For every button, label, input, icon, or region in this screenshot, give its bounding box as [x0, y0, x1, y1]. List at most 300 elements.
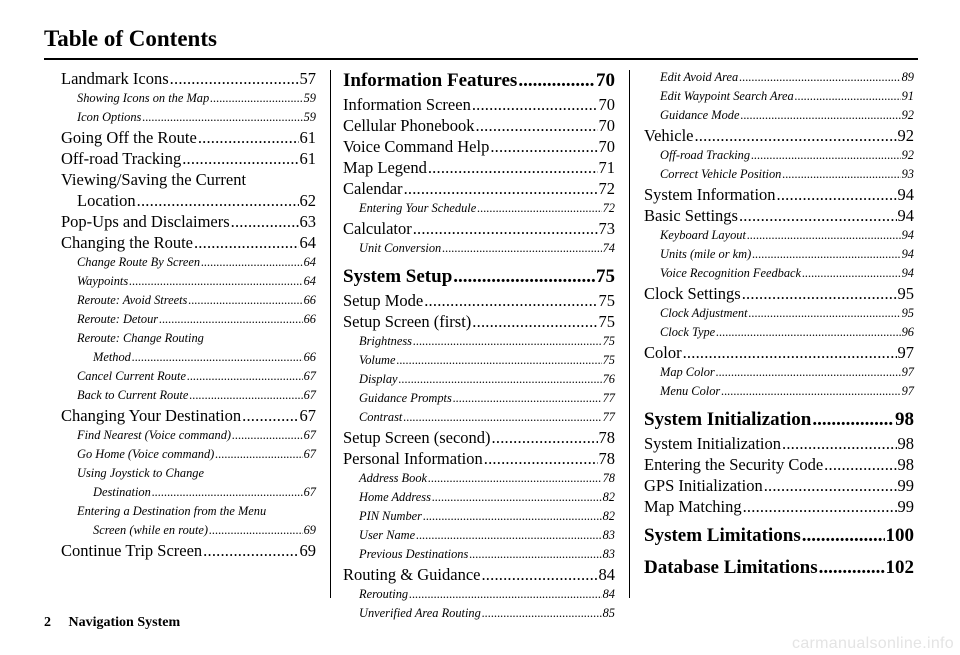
dot-leader: [752, 245, 900, 264]
toc-entry-title: Change Route By Screen: [77, 255, 201, 269]
page-footer: [44, 614, 180, 632]
toc-entry-title: Edit Waypoint Search Area: [660, 89, 794, 103]
dot-leader: [187, 367, 303, 386]
dot-leader: [782, 165, 900, 184]
toc-page-number: 71: [598, 158, 615, 177]
toc-entry-title: Entering the Security Code: [644, 455, 824, 474]
toc-page-number: 92: [897, 126, 914, 145]
toc-page-number: 98: [895, 409, 914, 430]
dot-leader: [819, 555, 885, 581]
toc-page-number: 66: [303, 293, 316, 307]
toc-entry-title: Voice Command Help: [343, 137, 490, 156]
toc-entry-title: Back to Current Route: [77, 388, 189, 402]
toc-subentry[interactable]: [343, 370, 615, 389]
toc-section-heading[interactable]: [644, 555, 914, 581]
toc-page-number: 76: [602, 372, 615, 386]
toc-entry-title: Setup Mode: [343, 291, 424, 310]
toc-page-number: 66: [303, 350, 316, 364]
dot-leader: [210, 89, 302, 108]
toc-subentry[interactable]: [644, 323, 914, 342]
toc-subentry[interactable]: [343, 408, 615, 427]
dot-leader: [428, 157, 598, 178]
toc-entry-title: Database Limitations: [644, 557, 818, 578]
toc-entry-title: Reroute: Avoid Streets: [77, 293, 188, 307]
toc-page-number: 94: [901, 228, 914, 242]
toc-page-number: 70: [598, 95, 615, 114]
toc-page-number: 75: [598, 312, 615, 331]
dot-leader: [749, 304, 901, 323]
dot-leader: [824, 454, 896, 475]
dot-leader: [802, 264, 901, 283]
dot-leader: [721, 382, 900, 401]
dot-leader: [782, 433, 896, 454]
dot-leader: [201, 253, 303, 272]
toc-entry-title: Entering a Destination from the Menu: [77, 504, 267, 518]
toc-subentry[interactable]: [61, 426, 316, 445]
toc-subentry[interactable]: [343, 351, 615, 370]
dot-leader: [194, 232, 299, 253]
toc-page-number: 99: [897, 497, 914, 516]
footer-section-title: Navigation System: [68, 615, 181, 630]
toc-entry[interactable]: [343, 448, 615, 469]
toc-page-number: 93: [901, 167, 914, 181]
dot-leader: [490, 136, 597, 157]
toc-entry-title: Using Joystick to Change: [77, 466, 204, 480]
toc-entry-title: System Initialization: [644, 409, 812, 430]
toc-subentry[interactable]: [61, 253, 316, 272]
toc-entry-title: Keyboard Layout: [660, 228, 746, 242]
toc-page-number: 67: [303, 369, 316, 383]
dot-leader: [423, 507, 602, 526]
dot-leader: [159, 310, 303, 329]
toc-page-number: 61: [299, 128, 316, 147]
toc-entry[interactable]: [343, 311, 615, 332]
dot-leader: [409, 585, 602, 604]
dot-leader: [152, 483, 303, 502]
toc-entry[interactable]: [343, 136, 615, 157]
toc-entry-title: Vehicle: [644, 126, 694, 145]
toc-page-number: 73: [598, 219, 615, 238]
toc-entry-title: Units (mile or km): [660, 247, 752, 261]
dot-leader: [416, 526, 602, 545]
toc-entry-title: Off-road Tracking: [660, 148, 751, 162]
toc-entry-title: Map Matching: [644, 497, 742, 516]
toc-page-number: 69: [303, 523, 316, 537]
toc-page-number: 70: [596, 70, 615, 91]
toc-subentry[interactable]: [644, 226, 914, 245]
toc-entry-title: Personal Information: [343, 449, 483, 468]
toc-page-number: 64: [303, 274, 316, 288]
toc-page-number: 95: [897, 284, 914, 303]
toc-page-number: 67: [303, 388, 316, 402]
toc-entry-title: Viewing/Saving the Current: [61, 170, 247, 189]
toc-page-number: 75: [596, 266, 615, 287]
dot-leader: [484, 448, 598, 469]
toc-entry-title: Guidance Prompts: [359, 391, 452, 405]
toc-entry[interactable]: [343, 218, 615, 239]
column-divider-2: [629, 70, 630, 598]
toc-entry-title: Clock Type: [660, 325, 716, 339]
toc-entry[interactable]: [61, 540, 316, 561]
toc-subentry[interactable]: [61, 291, 316, 310]
toc-entry-title: Changing the Route: [61, 233, 193, 252]
toc-entry-title: System Information: [644, 185, 776, 204]
toc-entry-title: Entering Your Schedule: [359, 201, 477, 215]
toc-entry-title: Voice Recognition Feedback: [660, 266, 802, 280]
toc-entry-title: Information Screen: [343, 95, 471, 114]
toc-subentry[interactable]: [61, 108, 316, 127]
toc-page-number: 78: [598, 449, 615, 468]
dot-leader: [132, 348, 303, 367]
toc-entry-title: PIN Number: [359, 509, 422, 523]
toc-page-number: 59: [303, 91, 316, 105]
toc-subentry[interactable]: [61, 329, 316, 367]
toc-page-number: 97: [901, 384, 914, 398]
toc-entry-title: Map Legend: [343, 158, 427, 177]
toc-entry-title: Go Home (Voice command): [77, 447, 215, 461]
dot-leader: [694, 125, 896, 146]
dot-leader: [232, 426, 303, 445]
toc-entry[interactable]: [61, 148, 316, 169]
toc-section-heading[interactable]: [343, 68, 615, 94]
toc-entry[interactable]: [61, 127, 316, 148]
toc-page-number: 84: [598, 565, 615, 584]
dot-leader: [428, 469, 602, 488]
toc-subentry[interactable]: [644, 304, 914, 323]
dot-leader: [413, 332, 602, 351]
toc-page-number: 83: [602, 547, 615, 561]
toc-entry-title: Calculator: [343, 219, 412, 238]
dot-leader: [683, 342, 897, 363]
toc-entry-title: Guidance Mode: [660, 108, 740, 122]
dot-leader: [404, 178, 598, 199]
dot-leader: [231, 211, 299, 232]
toc-section-heading[interactable]: [343, 264, 615, 290]
dot-leader: [203, 540, 298, 561]
toc-entry-title: Destination: [93, 485, 151, 499]
toc-entry-title: Rerouting: [359, 587, 409, 601]
toc-entry[interactable]: [61, 68, 316, 89]
dot-leader: [432, 488, 602, 507]
toc-subentry[interactable]: [644, 245, 914, 264]
toc-page-number: 96: [901, 325, 914, 339]
toc-entry-title: Unverified Area Routing: [359, 606, 481, 620]
toc-page-number: 84: [602, 587, 615, 601]
watermark-text: carmanualsonline.info: [792, 635, 954, 652]
toc-page-number: 98: [897, 455, 914, 474]
title-rule: [44, 58, 918, 60]
toc-subentry[interactable]: [644, 106, 914, 125]
toc-page-number: 66: [303, 312, 316, 326]
toc-entry-title: Method: [93, 350, 131, 364]
toc-entry-continuation[interactable]: [61, 483, 316, 502]
dot-leader: [743, 496, 897, 517]
toc-subentry[interactable]: [343, 507, 615, 526]
dot-leader: [518, 68, 595, 94]
toc-entry-title: System Limitations: [644, 525, 801, 546]
toc-page-number: 72: [602, 201, 615, 215]
dot-leader: [453, 264, 595, 290]
toc-entry[interactable]: [343, 115, 615, 136]
toc-page-number: 67: [299, 406, 316, 425]
page-title: Table of Contents: [44, 26, 217, 51]
toc-subentry[interactable]: [644, 165, 914, 184]
toc-subentry[interactable]: [61, 272, 316, 291]
dot-leader: [812, 407, 894, 433]
toc-column-2: [343, 68, 615, 623]
toc-page-number: 59: [303, 110, 316, 124]
toc-entry-title: Landmark Icons: [61, 69, 169, 88]
toc-page-number: 57: [299, 69, 316, 88]
dot-leader: [442, 239, 601, 258]
dot-leader: [396, 351, 601, 370]
toc-entry-title: Find Nearest (Voice command): [77, 428, 232, 442]
toc-subentry[interactable]: [644, 68, 914, 87]
toc-entry-title: Reroute: Detour: [77, 312, 159, 326]
dot-leader: [764, 475, 897, 496]
dot-leader: [472, 94, 598, 115]
toc-page-number: 77: [602, 391, 615, 405]
toc-page-number: 61: [299, 149, 316, 168]
dot-leader: [413, 218, 598, 239]
toc-entry[interactable]: [644, 342, 914, 363]
toc-page-number: 83: [602, 528, 615, 542]
toc-entry-title: Display: [359, 372, 398, 386]
toc-entry-title: Edit Avoid Area: [660, 70, 739, 84]
toc-page-number: 92: [901, 108, 914, 122]
toc-subentry[interactable]: [343, 332, 615, 351]
toc-column-3: [644, 68, 914, 581]
toc-entry-continuation[interactable]: [61, 190, 316, 211]
toc-subentry[interactable]: [343, 585, 615, 604]
toc-entry[interactable]: [644, 205, 914, 226]
toc-entry-title: Unit Conversion: [359, 241, 442, 255]
dot-leader: [215, 445, 302, 464]
toc-subentry[interactable]: [343, 389, 615, 408]
toc-entry-title: Map Color: [660, 365, 715, 379]
toc-subentry[interactable]: [644, 146, 914, 165]
toc-entry[interactable]: [343, 427, 615, 448]
toc-entry-continuation[interactable]: [61, 521, 316, 540]
toc-entry-title: Brightness: [359, 334, 413, 348]
dot-leader: [242, 405, 298, 426]
toc-entry-title: Information Features: [343, 70, 518, 91]
toc-entry-title: User Name: [359, 528, 416, 542]
toc-page-number: 67: [303, 447, 316, 461]
toc-page-number: 78: [602, 471, 615, 485]
toc-subentry[interactable]: [343, 488, 615, 507]
toc-page-number: 67: [303, 485, 316, 499]
dot-leader: [481, 564, 597, 585]
toc-page-number: 75: [602, 353, 615, 367]
toc-entry[interactable]: [644, 475, 914, 496]
toc-subentry[interactable]: [343, 526, 615, 545]
toc-entry-title: Home Address: [359, 490, 431, 504]
dot-leader: [492, 427, 598, 448]
toc-entry-title: Location: [77, 191, 136, 210]
toc-page-number: 91: [901, 89, 914, 103]
toc-subentry[interactable]: [61, 445, 316, 464]
toc-entry-title: System Setup: [343, 266, 453, 287]
toc-page-number: 82: [602, 490, 615, 504]
dot-leader: [716, 363, 901, 382]
toc-page-number: 94: [901, 247, 914, 261]
toc-entry[interactable]: [644, 184, 914, 205]
toc-entry-title: Icon Options: [77, 110, 142, 124]
dot-leader: [182, 148, 298, 169]
toc-entry-title: Going Off the Route: [61, 128, 197, 147]
toc-entry-title: Previous Destinations: [359, 547, 469, 561]
column-divider-1: [330, 70, 331, 598]
dot-leader: [739, 205, 897, 226]
toc-page-number: 64: [299, 233, 316, 252]
toc-page-number: 99: [897, 476, 914, 495]
dot-leader: [742, 283, 897, 304]
toc-entry-title: Menu Color: [660, 384, 721, 398]
toc-subentry[interactable]: [61, 310, 316, 329]
toc-entry[interactable]: [644, 283, 914, 304]
toc-subentry[interactable]: [343, 199, 615, 218]
dot-leader: [129, 272, 302, 291]
toc-entry-title: Basic Settings: [644, 206, 738, 225]
toc-subentry[interactable]: [61, 367, 316, 386]
dot-leader: [403, 408, 601, 427]
toc-entry[interactable]: [644, 125, 914, 146]
toc-section-heading[interactable]: [644, 407, 914, 433]
toc-subentry[interactable]: [61, 386, 316, 405]
toc-page-number: 82: [602, 509, 615, 523]
toc-page-number: 98: [897, 434, 914, 453]
toc-entry-title: Cellular Phonebook: [343, 116, 475, 135]
toc-entry[interactable]: [61, 211, 316, 232]
dot-leader: [751, 146, 901, 165]
toc-entry-title: Changing Your Destination: [61, 406, 242, 425]
dot-leader: [453, 389, 602, 408]
toc-page-number: 67: [303, 428, 316, 442]
toc-page-number: 69: [299, 541, 316, 560]
toc-subentry[interactable]: [343, 604, 615, 623]
toc-entry-title: GPS Initialization: [644, 476, 763, 495]
dot-leader: [795, 87, 901, 106]
dot-leader: [739, 68, 900, 87]
toc-entry-title: Routing & Guidance: [343, 565, 481, 584]
toc-entry[interactable]: [61, 405, 316, 426]
toc-entry-title: Continue Trip Screen: [61, 541, 203, 560]
dot-leader: [477, 199, 601, 218]
toc-entry-title: Contrast: [359, 410, 403, 424]
footer-page-number: 2: [44, 615, 51, 630]
toc-subentry[interactable]: [61, 89, 316, 108]
dot-leader: [802, 523, 885, 549]
toc-entry-continuation[interactable]: [61, 348, 316, 367]
toc-entry[interactable]: [61, 169, 316, 211]
toc-entry-title: Clock Settings: [644, 284, 741, 303]
toc-entry-title: Reroute: Change Routing: [77, 331, 204, 345]
dot-leader: [188, 291, 302, 310]
toc-entry[interactable]: [644, 496, 914, 517]
toc-entry[interactable]: [343, 290, 615, 311]
toc-entry-title: Setup Screen (second): [343, 428, 491, 447]
toc-subentry[interactable]: [61, 502, 316, 540]
dot-leader: [170, 68, 299, 89]
toc-page-number: 95: [901, 306, 914, 320]
toc-entry[interactable]: [343, 564, 615, 585]
toc-entry[interactable]: [644, 454, 914, 475]
toc-entry[interactable]: [343, 94, 615, 115]
toc-entry-title: Clock Adjustment: [660, 306, 748, 320]
toc-entry-title: Pop-Ups and Disclaimers: [61, 212, 230, 231]
toc-entry-title: Volume: [359, 353, 396, 367]
toc-page-number: 94: [897, 206, 914, 225]
toc-page-number: 64: [303, 255, 316, 269]
toc-page-number: 97: [897, 343, 914, 362]
toc-page-number: 94: [901, 266, 914, 280]
toc-entry-title: Screen (while en route): [93, 523, 209, 537]
toc-page-number: 89: [901, 70, 914, 84]
dot-leader: [424, 290, 597, 311]
toc-page-number: 92: [901, 148, 914, 162]
toc-subentry[interactable]: [343, 469, 615, 488]
dot-leader: [209, 521, 303, 540]
toc-page-number: 94: [897, 185, 914, 204]
toc-entry-title: Calendar: [343, 179, 403, 198]
toc-entry[interactable]: [343, 178, 615, 199]
toc-page-number: 70: [598, 116, 615, 135]
toc-entry-title: Off-road Tracking: [61, 149, 182, 168]
toc-entry-title: Correct Vehicle Position: [660, 167, 782, 181]
toc-entry-title: Waypoints: [77, 274, 129, 288]
toc-page-number: 62: [299, 191, 316, 210]
toc-page-number: 102: [885, 557, 914, 578]
toc-entry[interactable]: [644, 433, 914, 454]
toc-subentry[interactable]: [644, 87, 914, 106]
toc-entry-title: Cancel Current Route: [77, 369, 186, 383]
dot-leader: [482, 604, 602, 623]
dot-leader: [476, 115, 598, 136]
toc-entry-title: Address Book: [359, 471, 428, 485]
dot-leader: [740, 106, 900, 125]
dot-leader: [472, 311, 597, 332]
toc-subentry[interactable]: [644, 264, 914, 283]
dot-leader: [399, 370, 602, 389]
toc-subentry[interactable]: [343, 239, 615, 258]
toc-page-number: 85: [602, 606, 615, 620]
toc-page-number: 72: [598, 179, 615, 198]
toc-subentry[interactable]: [644, 382, 914, 401]
toc-entry-title: Showing Icons on the Map: [77, 91, 210, 105]
toc-page-number: 75: [598, 291, 615, 310]
dot-leader: [137, 190, 299, 211]
toc-subentry[interactable]: [343, 545, 615, 564]
toc-page-number: 78: [598, 428, 615, 447]
dot-leader: [142, 108, 302, 127]
toc-subentry[interactable]: [61, 464, 316, 502]
toc-entry-title: Color: [644, 343, 682, 362]
toc-entry[interactable]: [61, 232, 316, 253]
toc-page-number: 97: [901, 365, 914, 379]
toc-page-number: 75: [602, 334, 615, 348]
dot-leader: [716, 323, 900, 342]
toc-entry[interactable]: [343, 157, 615, 178]
toc-page-number: 74: [602, 241, 615, 255]
toc-page-number: 77: [602, 410, 615, 424]
toc-subentry[interactable]: [644, 363, 914, 382]
toc-column-1: [61, 68, 316, 561]
toc-section-heading[interactable]: [644, 523, 914, 549]
dot-leader: [747, 226, 901, 245]
dot-leader: [777, 184, 897, 205]
dot-leader: [198, 127, 299, 148]
